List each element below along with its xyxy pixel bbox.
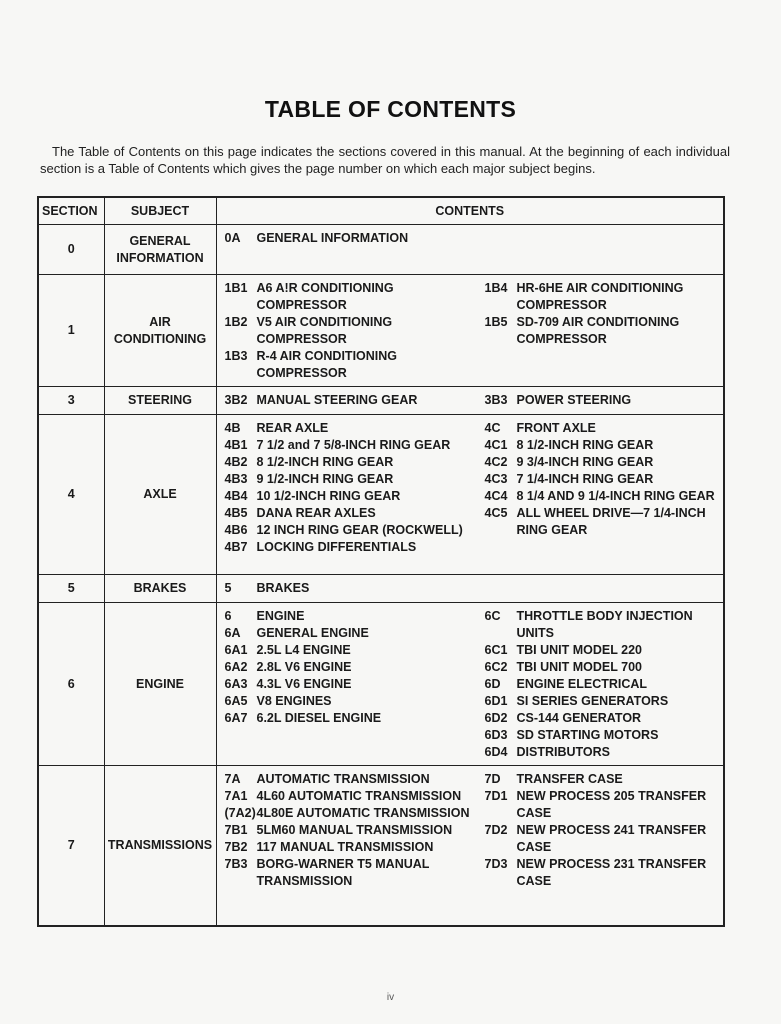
entry-title: BRAKES <box>256 581 310 596</box>
entry-code: 1B1 <box>224 281 248 295</box>
entry-code: 6D4 <box>484 744 508 759</box>
contents-entry <box>485 314 718 348</box>
entry-code: 6A3 <box>224 676 248 691</box>
entry-code: 6A1 <box>224 643 248 658</box>
contents-entry <box>485 710 718 727</box>
contents-entry <box>225 230 477 247</box>
contents-entry <box>485 608 718 642</box>
contents-entry <box>225 625 477 642</box>
entry-title: ENGINE <box>256 609 305 624</box>
entry-title: DISTRIBUTORS <box>516 744 611 759</box>
entry-code: 3B3 <box>484 393 508 408</box>
entry-title: CS-144 GENERATOR <box>516 710 642 725</box>
table-row <box>38 766 724 926</box>
section-contents <box>216 575 724 603</box>
section-contents <box>216 603 724 766</box>
contents-entry <box>225 805 477 822</box>
contents-entry <box>485 771 718 788</box>
entry-title: 10 1/2-INCH RING GEAR <box>256 488 401 503</box>
entry-code: 6A <box>224 626 241 641</box>
entry-code: 6C2 <box>484 659 508 674</box>
contents-entry <box>225 710 477 727</box>
entry-code: 4B3 <box>224 472 248 487</box>
entry-code: 6C <box>484 609 501 624</box>
right-column <box>485 280 718 381</box>
entry-title: SI SERIES GENERATORS <box>516 693 669 708</box>
table-row <box>38 415 724 575</box>
entry-code: 6 <box>224 609 232 624</box>
table-row <box>38 275 724 387</box>
entry-title: TRANSFER CASE <box>516 772 623 787</box>
entry-code: 4C1 <box>484 438 508 453</box>
entry-code: 4C3 <box>484 472 508 487</box>
section-number: 0 <box>38 225 104 275</box>
contents-entry <box>485 642 718 659</box>
entry-code: 6D2 <box>484 710 508 725</box>
contents-entry <box>485 693 718 710</box>
section-subject: STEERING <box>104 387 216 415</box>
entry-title: V5 AIR CONDITIONING COMPRESSOR <box>256 314 393 346</box>
table-row <box>38 575 724 603</box>
section-number: 1 <box>38 275 104 387</box>
left-column <box>225 420 477 555</box>
entry-title: 4L60 AUTOMATIC TRANSMISSION <box>256 789 462 804</box>
contents-entry <box>485 420 718 437</box>
entry-title: R-4 AIR CONDITIONING COMPRESSOR <box>256 348 398 380</box>
entry-title: NEW PROCESS 241 TRANSFER CASE <box>516 823 707 855</box>
contents-entry <box>225 659 477 676</box>
table-row <box>38 225 724 275</box>
entry-code: 4B <box>224 421 241 436</box>
entry-title: A6 A!R CONDITIONING COMPRESSOR <box>256 281 394 312</box>
contents-entry <box>485 856 718 890</box>
section-number: 6 <box>38 603 104 766</box>
entry-title: ENGINE ELECTRICAL <box>516 676 648 691</box>
contents-entry <box>225 280 477 314</box>
contents-entry <box>485 727 718 744</box>
entry-code: 4C2 <box>484 455 508 470</box>
entry-code: 6D3 <box>484 727 508 742</box>
entry-title: THROTTLE BODY INJECTION UNITS <box>516 609 693 641</box>
header-section: SECTION <box>38 197 104 225</box>
section-number: 3 <box>38 387 104 415</box>
entry-title: 2.8L V6 ENGINE <box>256 659 352 674</box>
contents-entry <box>225 771 477 788</box>
contents-entry <box>485 488 718 505</box>
table-row <box>38 603 724 766</box>
entry-title: SD STARTING MOTORS <box>516 727 659 742</box>
entry-code: 7D1 <box>484 789 508 804</box>
contents-entry <box>485 676 718 693</box>
contents-entry <box>225 392 477 409</box>
entry-title: 4L80E AUTOMATIC TRANSMISSION <box>256 806 470 821</box>
left-column <box>225 771 477 889</box>
contents-entry <box>225 642 477 659</box>
entry-code: (7A2) <box>224 806 256 821</box>
entry-title: 8 1/4 AND 9 1/4-INCH RING GEAR <box>516 488 715 503</box>
contents-entry <box>225 676 477 693</box>
contents-entry <box>225 488 477 505</box>
entry-code: 4B6 <box>224 522 248 537</box>
entry-code: 1B5 <box>484 314 508 329</box>
contents-entry <box>485 659 718 676</box>
entry-code: 6A2 <box>224 659 248 674</box>
entry-code: 6C1 <box>484 643 508 658</box>
entry-title: 6.2L DIESEL ENGINE <box>256 710 382 725</box>
contents-entry <box>225 505 477 522</box>
right-column <box>485 230 718 247</box>
table-header-row <box>38 197 724 225</box>
entry-code: 7B2 <box>224 840 248 855</box>
entry-title: FRONT AXLE <box>516 421 596 436</box>
table-row <box>38 387 724 415</box>
entry-title: 7 1/4-INCH RING GEAR <box>516 472 654 487</box>
entry-title: BORG-WARNER T5 MANUAL TRANSMISSION <box>256 856 430 888</box>
entry-code: 4B1 <box>224 438 248 453</box>
entry-code: 7D <box>484 772 501 787</box>
contents-entry <box>225 693 477 710</box>
entry-title: 5LM60 MANUAL TRANSMISSION <box>256 823 453 838</box>
entry-code: 4C <box>484 421 501 436</box>
entry-code: 6D1 <box>484 693 508 708</box>
section-contents <box>216 225 724 275</box>
contents-entry <box>225 539 477 556</box>
entry-title: NEW PROCESS 231 TRANSFER CASE <box>516 856 707 888</box>
contents-entry <box>485 505 718 539</box>
entry-title: POWER STEERING <box>516 393 632 408</box>
entry-code: 6D <box>484 676 501 691</box>
contents-entry <box>225 856 477 890</box>
right-column <box>485 771 718 889</box>
entry-title: AUTOMATIC TRANSMISSION <box>256 772 430 787</box>
section-number: 7 <box>38 766 104 926</box>
section-subject: AIR CONDITIONING <box>104 275 216 387</box>
left-column <box>225 280 477 381</box>
section-subject: TRANSMISSIONS <box>104 766 216 926</box>
contents-entry <box>485 471 718 488</box>
right-column <box>485 608 718 760</box>
contents-entry <box>225 314 477 348</box>
contents-entry <box>225 471 477 488</box>
contents-entry <box>485 280 718 314</box>
section-contents <box>216 415 724 575</box>
entry-code: 4C4 <box>484 488 508 503</box>
section-subject: BRAKES <box>104 575 216 603</box>
section-contents <box>216 387 724 415</box>
page-title: TABLE OF CONTENTS <box>264 96 517 122</box>
header-subject: SUBJECT <box>104 197 216 225</box>
entry-code: 7B3 <box>224 856 248 871</box>
section-subject: AXLE <box>104 415 216 575</box>
entry-title: REAR AXLE <box>256 421 329 436</box>
section-subject: GENERAL INFORMATION <box>104 225 216 275</box>
contents-entry <box>225 839 477 856</box>
contents-entry <box>485 822 718 856</box>
contents-entry <box>485 392 718 409</box>
entry-code: 0A <box>224 231 241 245</box>
left-column <box>225 580 477 597</box>
contents-entry <box>225 580 477 597</box>
contents-entry <box>485 744 718 761</box>
left-column <box>225 230 477 247</box>
entry-title: SD-709 AIR CONDITIONING COMPRESSOR <box>516 314 680 346</box>
entry-code: 4B2 <box>224 455 248 470</box>
left-column <box>225 608 477 760</box>
entry-title: GENERAL INFORMATION <box>256 231 409 245</box>
entry-title: ALL WHEEL DRIVE—7 1/4-INCH RING GEAR <box>516 505 706 537</box>
left-column <box>225 392 477 409</box>
contents-entry <box>225 454 477 471</box>
contents-entry <box>225 348 477 382</box>
entry-code: 6A7 <box>224 710 248 725</box>
contents-entry <box>485 788 718 822</box>
entry-code: 7D2 <box>484 823 508 838</box>
entry-title: 8 1/2-INCH RING GEAR <box>516 438 654 453</box>
contents-entry <box>225 822 477 839</box>
entry-title: 9 1/2-INCH RING GEAR <box>256 472 394 487</box>
entry-title: 4.3L V6 ENGINE <box>256 676 352 691</box>
entry-title: 7 1/2 and 7 5/8-INCH RING GEAR <box>256 438 451 453</box>
entry-code: 7A <box>224 772 241 787</box>
entry-title: DANA REAR AXLES <box>256 505 376 520</box>
entry-title: GENERAL ENGINE <box>256 626 369 641</box>
entry-code: 4B5 <box>224 505 248 520</box>
entry-code: 1B2 <box>224 314 248 329</box>
entry-code: 1B4 <box>484 281 508 295</box>
contents-entry <box>225 608 477 625</box>
entry-title: TBI UNIT MODEL 700 <box>516 659 642 674</box>
entry-code: 4B7 <box>224 539 248 554</box>
page-number: iv <box>386 992 395 1003</box>
contents-entry <box>225 420 477 437</box>
entry-title: NEW PROCESS 205 TRANSFER CASE <box>516 789 707 821</box>
entry-code: 7D3 <box>484 856 508 871</box>
right-column <box>485 580 718 597</box>
contents-entry <box>485 454 718 471</box>
section-number: 5 <box>38 575 104 603</box>
entry-title: V8 ENGINES <box>256 693 332 708</box>
section-number: 4 <box>38 415 104 575</box>
contents-entry <box>225 788 477 805</box>
entry-code: 7A1 <box>224 789 248 804</box>
entry-title: TBI UNIT MODEL 220 <box>516 643 642 658</box>
entry-code: 1B3 <box>224 348 248 363</box>
entry-title: HR-6HE AIR CONDITIONING COMPRESSOR <box>516 281 684 312</box>
contents-entry <box>485 437 718 454</box>
entry-code: 4C5 <box>484 505 508 520</box>
entry-code: 3B2 <box>224 393 248 408</box>
entry-title: LOCKING DIFFERENTIALS <box>256 539 417 554</box>
section-subject: ENGINE <box>104 603 216 766</box>
header-contents: CONTENTS <box>216 197 724 225</box>
entry-code: 5 <box>224 581 232 596</box>
entry-title: 8 1/2-INCH RING GEAR <box>256 455 394 470</box>
right-column <box>485 392 718 409</box>
section-contents <box>216 275 724 387</box>
entry-title: 9 3/4-INCH RING GEAR <box>516 455 654 470</box>
intro-paragraph: The Table of Contents on this page indicates the sections covered in this manual. At the beginning of each individual section is a Table of Contents which gives the page number on which each major subject begins. <box>40 144 730 176</box>
contents-entry <box>225 522 477 539</box>
section-contents <box>216 766 724 926</box>
entry-code: 7B1 <box>224 823 248 838</box>
right-column <box>485 420 718 555</box>
entry-code: 6A5 <box>224 693 248 708</box>
entry-code: 4B4 <box>224 488 248 503</box>
entry-title: MANUAL STEERING GEAR <box>256 393 418 408</box>
contents-table <box>37 196 725 927</box>
entry-title: 2.5L L4 ENGINE <box>256 643 351 658</box>
entry-title: 117 MANUAL TRANSMISSION <box>256 840 434 855</box>
entry-title: 12 INCH RING GEAR (ROCKWELL) <box>256 522 463 537</box>
contents-entry <box>225 437 477 454</box>
